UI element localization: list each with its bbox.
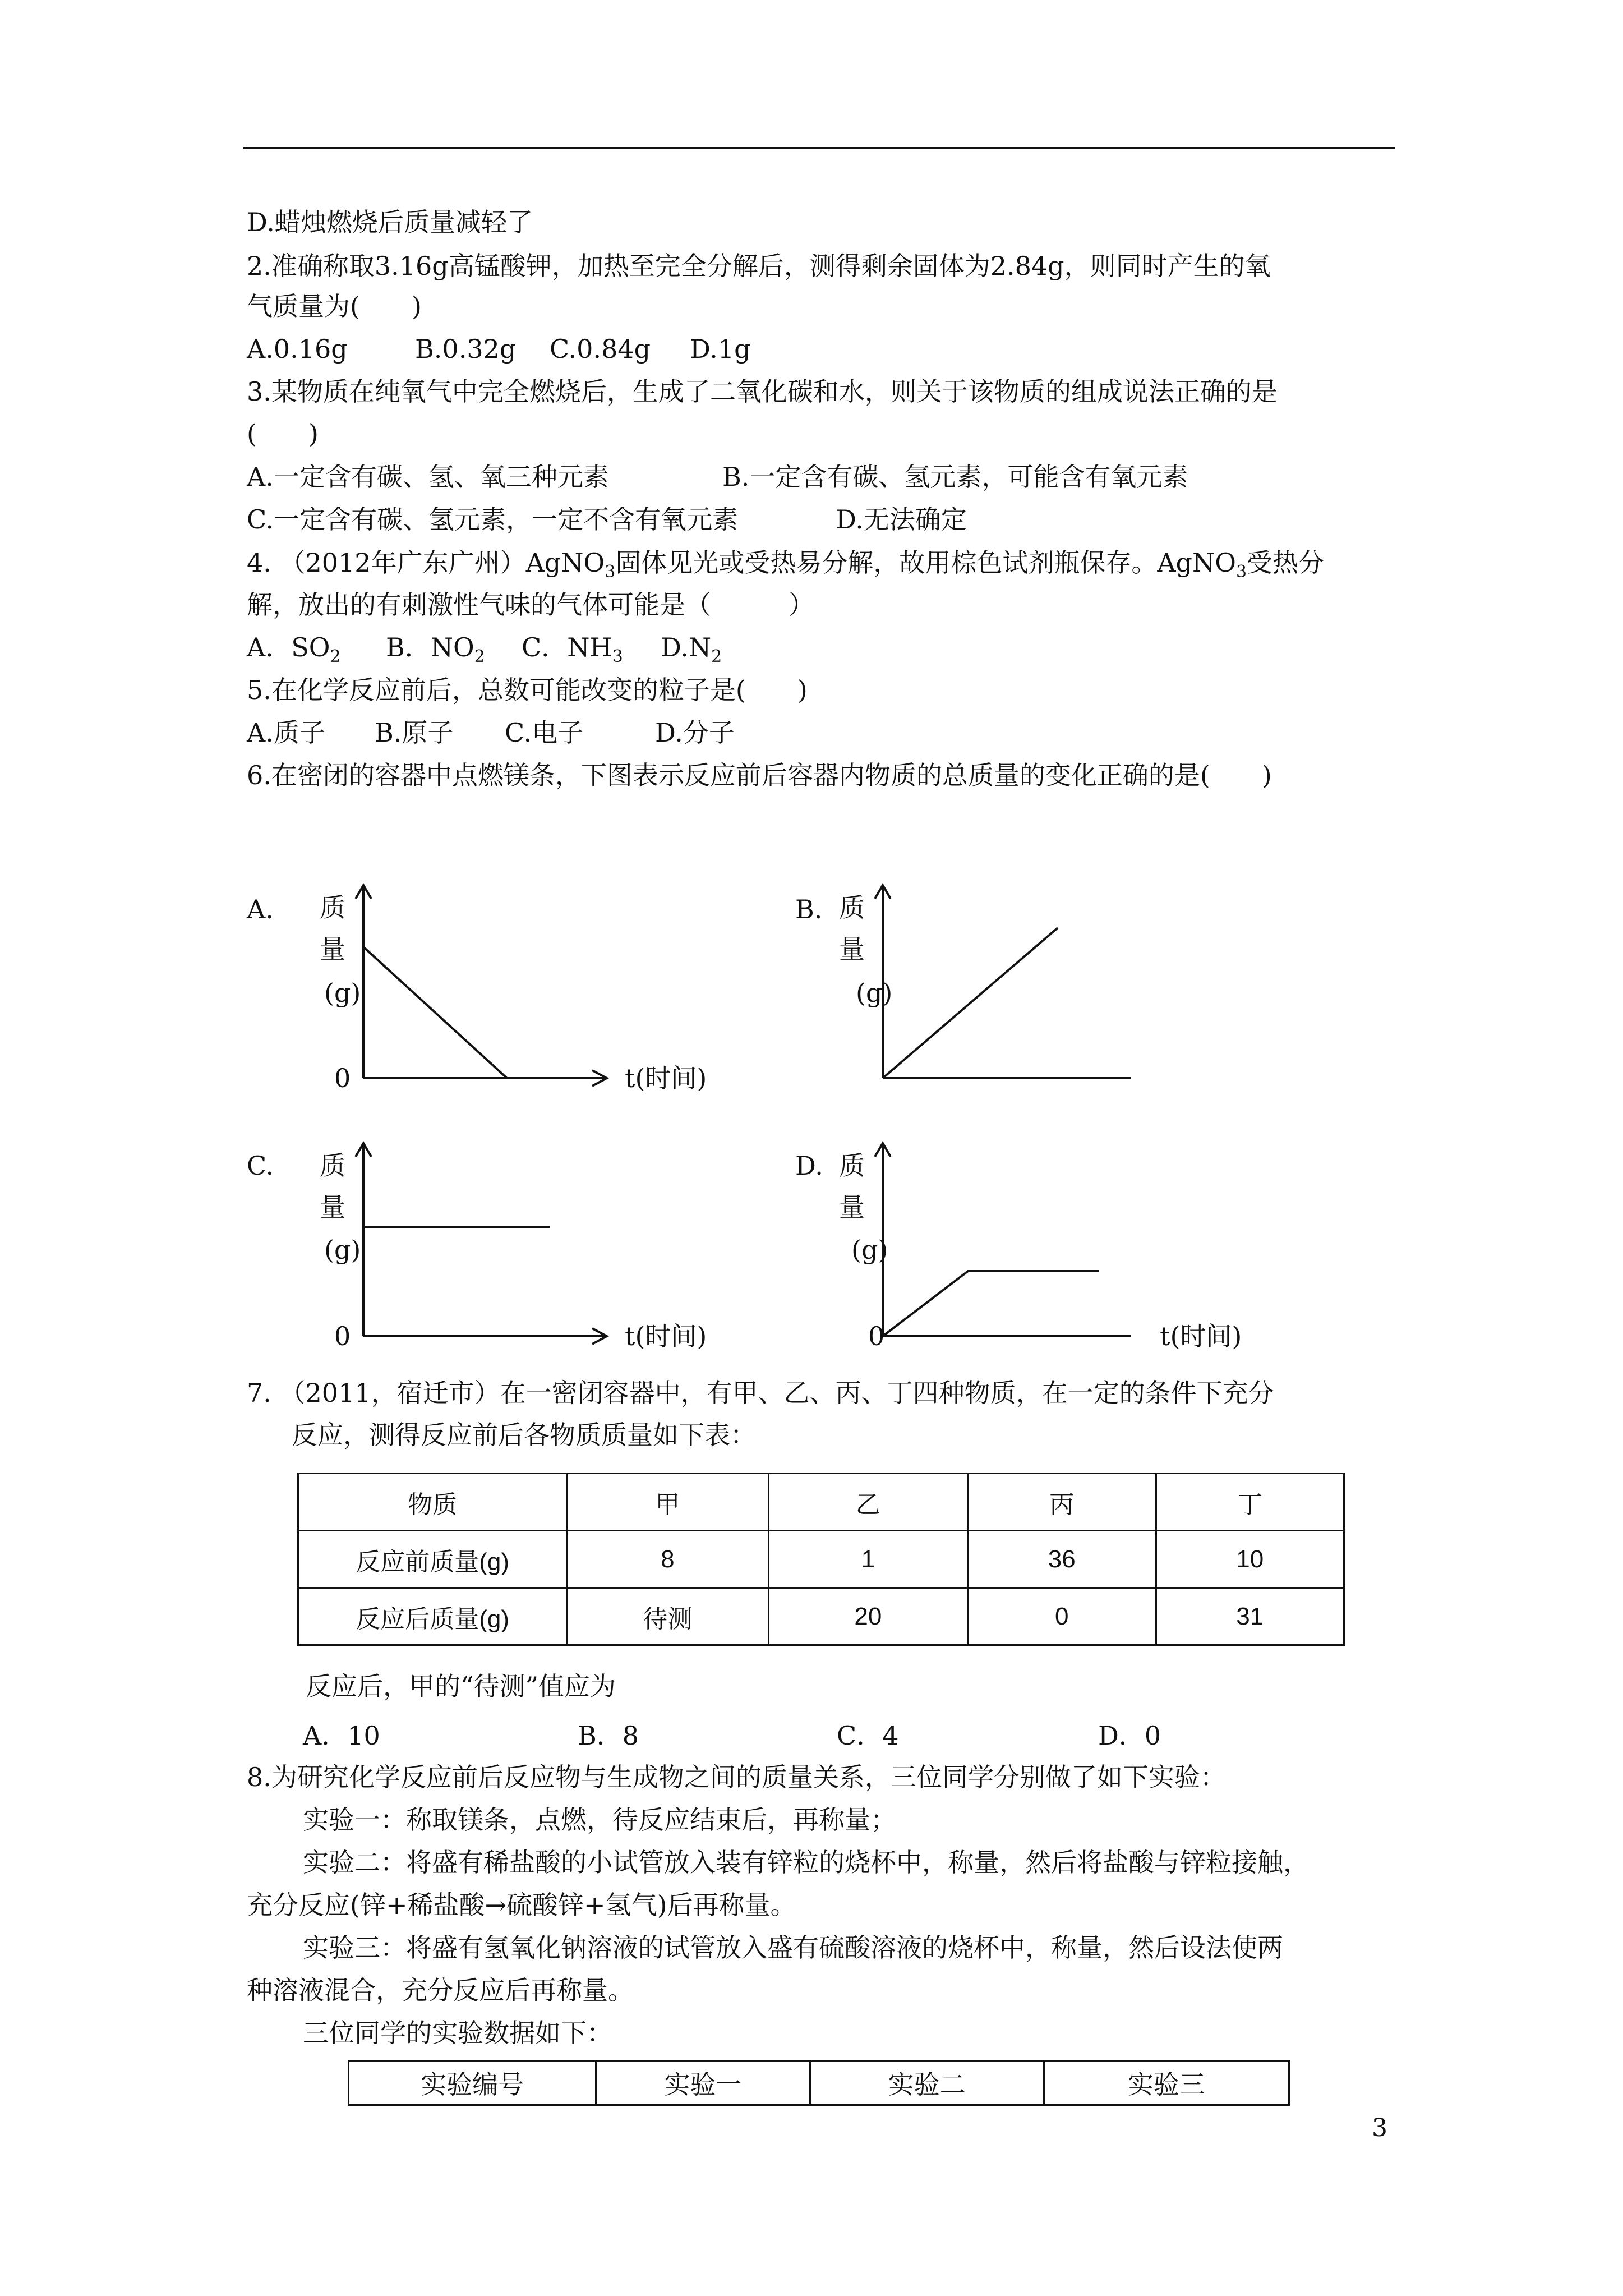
option-c: C.一定含有碳、氢元素，一定不含有氧元素	[247, 504, 739, 535]
table-cell: 10	[1156, 1531, 1344, 1588]
table-cell: 待测	[567, 1588, 768, 1645]
graph-d-curve	[883, 1271, 1099, 1336]
graph-a-curve	[363, 947, 507, 1078]
graph-d-ylabel-1: 质	[839, 1151, 865, 1181]
experiment-2-cont: 充分反应(锌+稀盐酸→硫酸锌+氢气)后再称量。	[247, 1890, 796, 1920]
option-a: A．$SO_2$	[247, 632, 341, 666]
option-c: C.电子	[505, 717, 584, 748]
header-rule	[243, 147, 1395, 149]
option-c: C．$NH_3$	[522, 632, 623, 666]
experiment-3-cont: 种溶液混合，充分反应后再称量。	[247, 1975, 634, 2005]
graph-b-unit: (g)	[856, 978, 893, 1008]
option-b: B.0.32g	[415, 334, 517, 364]
option-a: A.一定含有碳、氢、氧三种元素	[247, 462, 609, 492]
question-7-prompt: 反应后，甲的“待测”值应为	[306, 1671, 616, 1701]
option-c: C.0.84g	[550, 334, 651, 364]
question-8: 8.为研究化学反应前后反应物与生成物之间的质量关系，三位同学分别做了如下实验：	[247, 1762, 1226, 1792]
question-3-options-cd	[247, 504, 1368, 535]
table-7	[297, 1473, 1345, 1646]
option-b: B.原子	[375, 717, 454, 748]
question-5: 5.在化学反应前后，总数可能改变的粒子是( )	[247, 675, 808, 705]
graph-c-letter: C.	[247, 1151, 274, 1181]
graph-a-origin: 0	[334, 1063, 351, 1093]
question-3-options-ab	[247, 461, 1368, 493]
experiment-2: 实验二：将盛有稀盐酸的小试管放入装有锌粒的烧杯中，称量，然后将盐酸与锌粒接触，	[303, 1847, 1309, 1878]
question-6: 6.在密闭的容器中点燃镁条，下图表示反应前后容器内物质的总质量的变化正确的是( )	[247, 760, 1272, 790]
option-d: $D.N_2$	[661, 632, 722, 666]
table-row	[298, 1474, 1344, 1531]
graph-c	[348, 1139, 617, 1352]
graph-d-xlabel: t(时间)	[1160, 1321, 1242, 1351]
graph-a-xlabel: t(时间)	[625, 1063, 707, 1093]
page-number: 3	[1372, 2114, 1387, 2142]
graph-d-unit: (g)	[851, 1235, 888, 1265]
table-header-cell: 丙	[968, 1474, 1156, 1531]
question-5-options	[247, 717, 1088, 748]
table-header-cell: 实验二	[810, 2061, 1044, 2105]
graph-b-letter: B.	[795, 894, 823, 924]
option-a: A.质子	[247, 717, 325, 748]
question-7-options	[303, 1720, 1368, 1751]
option-d-previous: D.蜡烛燃烧后质量减轻了	[247, 207, 533, 237]
question-3-cont: ( )	[247, 418, 319, 449]
table-cell: 31	[1156, 1588, 1344, 1645]
option-d: D．0	[1098, 1720, 1161, 1751]
graph-c-ylabel-2: 量	[320, 1192, 345, 1222]
table-header-cell: 实验三	[1044, 2061, 1289, 2105]
option-d: D.1g	[690, 334, 751, 364]
table-cell: 20	[768, 1588, 967, 1645]
option-b: B.一定含有碳、氢元素，可能含有氧元素	[722, 462, 1188, 492]
question-2-cont: 气质量为( )	[247, 291, 422, 321]
graph-c-ylabel-1: 质	[320, 1151, 345, 1181]
table-cell: 反应后质量(g)	[298, 1588, 567, 1645]
table-row	[349, 2061, 1289, 2105]
graph-d-letter: D.	[795, 1151, 823, 1181]
experiment-3: 实验三：将盛有氢氧化钠溶液的试管放入盛有硫酸溶液的烧杯中，称量，然后设法使两	[303, 1932, 1283, 1963]
experiment-1: 实验一：称取镁条，点燃，待反应结束后，再称量；	[303, 1805, 896, 1835]
graph-a-unit: (g)	[324, 978, 361, 1008]
table-header-cell: 物质	[298, 1474, 567, 1531]
graph-c-origin: 0	[334, 1321, 351, 1351]
option-b: B．$NO_2$	[386, 632, 485, 666]
table-cell: 1	[768, 1531, 967, 1588]
table-cell: 36	[968, 1531, 1156, 1588]
experiment-data-intro: 三位同学的实验数据如下：	[303, 2018, 612, 2048]
graph-b	[867, 881, 1136, 1094]
graph-a-ylabel-2: 量	[320, 934, 345, 964]
graph-d-origin: 0	[868, 1321, 885, 1351]
graph-a	[348, 881, 617, 1094]
table-cell: 0	[968, 1588, 1156, 1645]
graph-a-ylabel-1: 质	[320, 892, 345, 923]
question-7: 7. （2011，宿迁市）在一密闭容器中，有甲、乙、丙、丁四种物质，在一定的条件下充分	[247, 1378, 1274, 1408]
graph-b-curve	[883, 928, 1058, 1078]
question-2-options	[247, 333, 1256, 365]
graph-b-ylabel-1: 质	[839, 892, 865, 923]
option-c: C．4	[837, 1720, 899, 1751]
table-cell: 8	[567, 1531, 768, 1588]
table-8	[348, 2060, 1290, 2106]
option-a: A．10	[303, 1720, 380, 1751]
table-cell: 反应前质量(g)	[298, 1531, 567, 1588]
question-2: 2.准确称取3.16g高锰酸钾，加热至完全分解后，测得剩余固体为2.84g，则同时产生的氧	[247, 251, 1271, 281]
graph-c-unit: (g)	[324, 1235, 361, 1265]
graph-d	[867, 1139, 1136, 1352]
question-4-options	[247, 632, 1088, 666]
graph-a-letter: A.	[247, 894, 274, 924]
question-4-cont: 解，放出的有刺激性气味的气体可能是（ ）	[247, 590, 814, 620]
graph-c-xlabel: t(时间)	[625, 1321, 707, 1351]
table-header-cell: 乙	[768, 1474, 967, 1531]
table-header-cell: 丁	[1156, 1474, 1344, 1531]
question-3: 3.某物质在纯氧气中完全燃烧后，生成了二氧化碳和水，则关于该物质的组成说法正确的是	[247, 376, 1278, 407]
table-header-cell: 实验一	[596, 2061, 810, 2105]
table-header-cell: 甲	[567, 1474, 768, 1531]
table-row	[298, 1531, 1344, 1588]
table-row	[298, 1588, 1344, 1645]
question-4: 4. （2012年广东广州）AgNO$_3$固体见光或受热易分解，故用棕色试剂瓶保存。AgNO$_3$受热分	[247, 547, 1325, 582]
question-7-cont: 反应，测得反应前后各物质质量如下表：	[292, 1420, 756, 1450]
option-b: B．8	[578, 1720, 639, 1751]
graph-d-ylabel-2: 量	[839, 1192, 865, 1222]
table-header-cell: 实验编号	[349, 2061, 596, 2105]
graph-b-ylabel-2: 量	[839, 934, 865, 964]
option-d: D.无法确定	[836, 504, 967, 535]
option-d: D.分子	[655, 717, 735, 748]
option-a: A.0.16g	[247, 334, 348, 364]
